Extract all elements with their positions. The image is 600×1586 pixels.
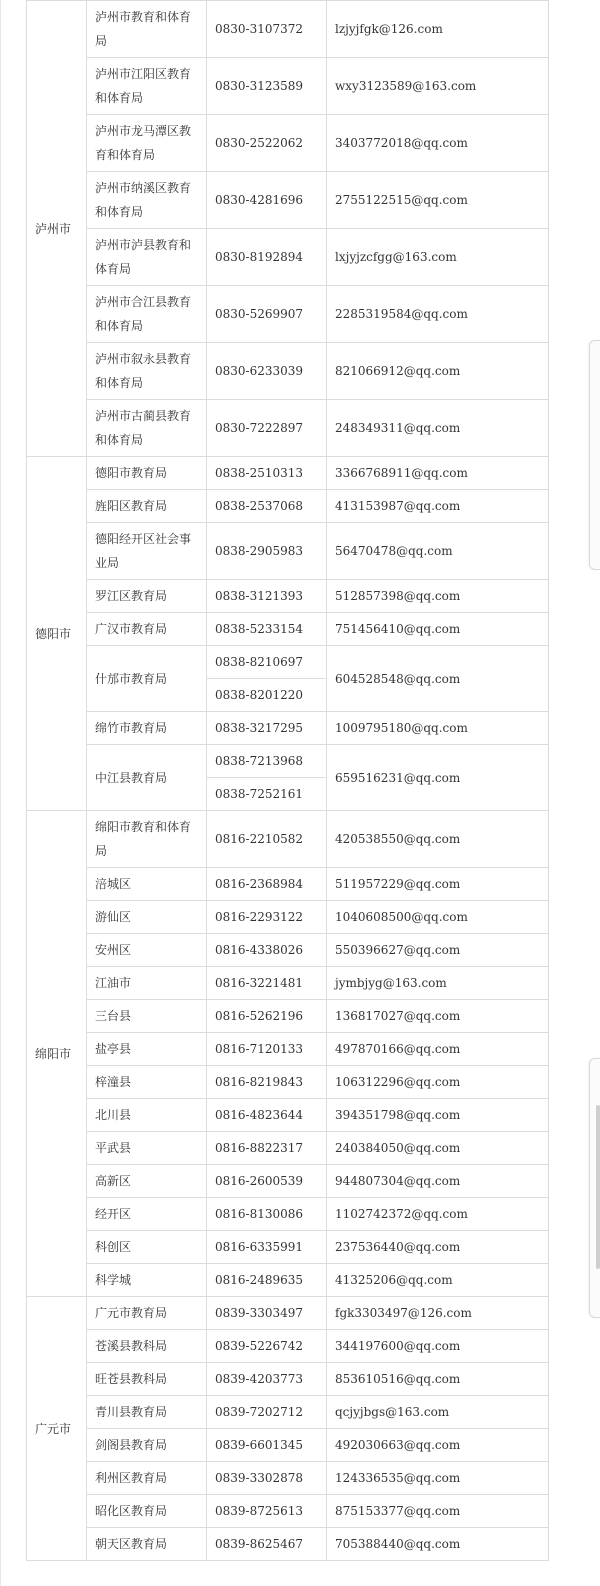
- table-row: [27, 1528, 549, 1561]
- unit-name-cell: 梓潼县: [87, 1066, 207, 1099]
- table-row: [27, 745, 549, 778]
- phone-cell: 0838-2537068: [207, 490, 327, 523]
- email-cell: wxy3123589@163.com: [327, 58, 549, 115]
- email-cell: 237536440@qq.com: [327, 1231, 549, 1264]
- table-row: [27, 712, 549, 745]
- table-row: [27, 400, 549, 457]
- city-cell: 德阳市: [27, 457, 87, 811]
- email-cell: 511957229@qq.com: [327, 868, 549, 901]
- phone-cell: 0839-3303497: [207, 1297, 327, 1330]
- email-cell: 394351798@qq.com: [327, 1099, 549, 1132]
- email-cell: 875153377@qq.com: [327, 1495, 549, 1528]
- unit-name-cell: 中江县教育局: [87, 745, 207, 811]
- phone-cell: 0830-5269907: [207, 286, 327, 343]
- phone-cell: 0816-8219843: [207, 1066, 327, 1099]
- table-row: [27, 1264, 549, 1297]
- phone-cell: 0816-8822317: [207, 1132, 327, 1165]
- table-row: [27, 967, 549, 1000]
- unit-name-cell: 北川县: [87, 1099, 207, 1132]
- unit-name-cell: 泸州市古蔺县教育和体育局: [87, 400, 207, 457]
- unit-name-cell: 苍溪县教科局: [87, 1330, 207, 1363]
- unit-name-cell: 安州区: [87, 934, 207, 967]
- email-cell: 821066912@qq.com: [327, 343, 549, 400]
- phone-cell: 0830-3107372: [207, 1, 327, 58]
- email-cell: 41325206@qq.com: [327, 1264, 549, 1297]
- phone-cell: 0838-2510313: [207, 457, 327, 490]
- email-cell: qcjyjbgs@163.com: [327, 1396, 549, 1429]
- table-row: [27, 457, 549, 490]
- email-cell: 497870166@qq.com: [327, 1033, 549, 1066]
- unit-name-cell: 盐亭县: [87, 1033, 207, 1066]
- phone-cell: 0838-3121393: [207, 580, 327, 613]
- unit-name-cell: 剑阁县教育局: [87, 1429, 207, 1462]
- phone-cell: 0816-6335991: [207, 1231, 327, 1264]
- table-row: [27, 1495, 549, 1528]
- unit-name-cell: 利州区教育局: [87, 1462, 207, 1495]
- email-cell: 136817027@qq.com: [327, 1000, 549, 1033]
- email-cell: 240384050@qq.com: [327, 1132, 549, 1165]
- table-row: [27, 934, 549, 967]
- table-row: [27, 811, 549, 868]
- email-cell: 3366768911@qq.com: [327, 457, 549, 490]
- unit-name-cell: 罗江区教育局: [87, 580, 207, 613]
- phone-cell: 0838-7252161: [207, 778, 327, 811]
- email-cell: 492030663@qq.com: [327, 1429, 549, 1462]
- table-row: [27, 1429, 549, 1462]
- table-row: [27, 1231, 549, 1264]
- table-row: [27, 580, 549, 613]
- table-row: [27, 1099, 549, 1132]
- email-cell: 604528548@qq.com: [327, 646, 549, 712]
- unit-name-cell: 三台县: [87, 1000, 207, 1033]
- table-row: [27, 1000, 549, 1033]
- unit-name-cell: 广汉市教育局: [87, 613, 207, 646]
- table-row: [27, 1033, 549, 1066]
- unit-name-cell: 泸州市龙马潭区教育和体育局: [87, 115, 207, 172]
- email-cell: 3403772018@qq.com: [327, 115, 549, 172]
- phone-cell: 0816-3221481: [207, 967, 327, 1000]
- table-row: [27, 1198, 549, 1231]
- table-row: [27, 115, 549, 172]
- email-cell: 705388440@qq.com: [327, 1528, 549, 1561]
- city-cell: 广元市: [27, 1297, 87, 1561]
- phone-cell: 0839-8725613: [207, 1495, 327, 1528]
- table-row: [27, 1462, 549, 1495]
- contact-table: [26, 0, 549, 1561]
- table-row: [27, 172, 549, 229]
- phone-cell: 0839-3302878: [207, 1462, 327, 1495]
- phone-cell: 0838-7213968: [207, 745, 327, 778]
- unit-name-cell: 广元市教育局: [87, 1297, 207, 1330]
- table-row: [27, 1396, 549, 1429]
- email-cell: 344197600@qq.com: [327, 1330, 549, 1363]
- unit-name-cell: 科创区: [87, 1231, 207, 1264]
- table-row: [27, 1, 549, 58]
- unit-name-cell: 高新区: [87, 1165, 207, 1198]
- unit-name-cell: 泸州市纳溪区教育和体育局: [87, 172, 207, 229]
- side-scroll-tab[interactable]: [589, 1058, 600, 1318]
- city-cell: 泸州市: [27, 1, 87, 457]
- unit-name-cell: 平武县: [87, 1132, 207, 1165]
- unit-name-cell: 朝天区教育局: [87, 1528, 207, 1561]
- email-cell: lxjyjzcfgg@163.com: [327, 229, 549, 286]
- table-row: [27, 613, 549, 646]
- email-cell: 751456410@qq.com: [327, 613, 549, 646]
- email-cell: 1009795180@qq.com: [327, 712, 549, 745]
- unit-name-cell: 泸州市江阳区教育和体育局: [87, 58, 207, 115]
- email-cell: 106312296@qq.com: [327, 1066, 549, 1099]
- table-row: [27, 868, 549, 901]
- side-scroll-tab[interactable]: [589, 340, 600, 570]
- email-cell: 944807304@qq.com: [327, 1165, 549, 1198]
- unit-name-cell: 什邡市教育局: [87, 646, 207, 712]
- email-cell: 248349311@qq.com: [327, 400, 549, 457]
- phone-cell: 0830-6233039: [207, 343, 327, 400]
- table-row: [27, 523, 549, 580]
- unit-name-cell: 涪城区: [87, 868, 207, 901]
- phone-cell: 0816-5262196: [207, 1000, 327, 1033]
- phone-cell: 0816-7120133: [207, 1033, 327, 1066]
- table-row: [27, 1330, 549, 1363]
- email-cell: 853610516@qq.com: [327, 1363, 549, 1396]
- email-cell: 2285319584@qq.com: [327, 286, 549, 343]
- left-edge-divider: [0, 0, 1, 1586]
- phone-cell: 0830-3123589: [207, 58, 327, 115]
- email-cell: 1040608500@qq.com: [327, 901, 549, 934]
- unit-name-cell: 江油市: [87, 967, 207, 1000]
- phone-cell: 0830-4281696: [207, 172, 327, 229]
- unit-name-cell: 绵竹市教育局: [87, 712, 207, 745]
- city-cell: 绵阳市: [27, 811, 87, 1297]
- phone-cell: 0830-2522062: [207, 115, 327, 172]
- email-cell: 124336535@qq.com: [327, 1462, 549, 1495]
- phone-cell: 0816-2210582: [207, 811, 327, 868]
- table-row: [27, 286, 549, 343]
- email-cell: 413153987@qq.com: [327, 490, 549, 523]
- unit-name-cell: 旌阳区教育局: [87, 490, 207, 523]
- table-row: [27, 1066, 549, 1099]
- phone-cell: 0839-8625467: [207, 1528, 327, 1561]
- phone-cell: 0816-2600539: [207, 1165, 327, 1198]
- unit-name-cell: 昭化区教育局: [87, 1495, 207, 1528]
- table-row: [27, 1165, 549, 1198]
- phone-cell: 0816-4338026: [207, 934, 327, 967]
- email-cell: jymbjyg@163.com: [327, 967, 549, 1000]
- phone-cell: 0838-2905983: [207, 523, 327, 580]
- unit-name-cell: 泸州市教育和体育局: [87, 1, 207, 58]
- unit-name-cell: 泸州市泸县教育和体育局: [87, 229, 207, 286]
- phone-cell: 0839-4203773: [207, 1363, 327, 1396]
- table-row: [27, 901, 549, 934]
- phone-cell: 0816-8130086: [207, 1198, 327, 1231]
- unit-name-cell: 绵阳市教育和体育局: [87, 811, 207, 868]
- unit-name-cell: 经开区: [87, 1198, 207, 1231]
- table-row: [27, 1132, 549, 1165]
- unit-name-cell: 泸州市合江县教育和体育局: [87, 286, 207, 343]
- unit-name-cell: 青川县教育局: [87, 1396, 207, 1429]
- phone-cell: 0839-6601345: [207, 1429, 327, 1462]
- unit-name-cell: 科学城: [87, 1264, 207, 1297]
- email-cell: 512857398@qq.com: [327, 580, 549, 613]
- email-cell: lzjyjfgk@126.com: [327, 1, 549, 58]
- email-cell: 1102742372@qq.com: [327, 1198, 549, 1231]
- table-row: [27, 646, 549, 679]
- email-cell: 2755122515@qq.com: [327, 172, 549, 229]
- table-row: [27, 1363, 549, 1396]
- phone-cell: 0830-7222897: [207, 400, 327, 457]
- unit-name-cell: 游仙区: [87, 901, 207, 934]
- email-cell: 550396627@qq.com: [327, 934, 549, 967]
- phone-cell: 0816-2489635: [207, 1264, 327, 1297]
- phone-cell: 0816-4823644: [207, 1099, 327, 1132]
- phone-cell: 0838-5233154: [207, 613, 327, 646]
- scroll-thumb[interactable]: [596, 1105, 600, 1269]
- email-cell: 56470478@qq.com: [327, 523, 549, 580]
- phone-cell: 0838-3217295: [207, 712, 327, 745]
- phone-cell: 0816-2368984: [207, 868, 327, 901]
- contact-table-body: [27, 1, 549, 1561]
- unit-name-cell: 德阳经开区社会事业局: [87, 523, 207, 580]
- table-row: [27, 58, 549, 115]
- table-row: [27, 490, 549, 523]
- phone-cell: 0816-2293122: [207, 901, 327, 934]
- unit-name-cell: 德阳市教育局: [87, 457, 207, 490]
- phone-cell: 0830-8192894: [207, 229, 327, 286]
- unit-name-cell: 泸州市叙永县教育和体育局: [87, 343, 207, 400]
- phone-cell: 0839-5226742: [207, 1330, 327, 1363]
- table-row: [27, 343, 549, 400]
- table-row: [27, 229, 549, 286]
- table-row: [27, 1297, 549, 1330]
- phone-cell: 0839-7202712: [207, 1396, 327, 1429]
- phone-cell: 0838-8210697: [207, 646, 327, 679]
- email-cell: 659516231@qq.com: [327, 745, 549, 811]
- unit-name-cell: 旺苍县教科局: [87, 1363, 207, 1396]
- phone-cell: 0838-8201220: [207, 679, 327, 712]
- email-cell: 420538550@qq.com: [327, 811, 549, 868]
- email-cell: fgk3303497@126.com: [327, 1297, 549, 1330]
